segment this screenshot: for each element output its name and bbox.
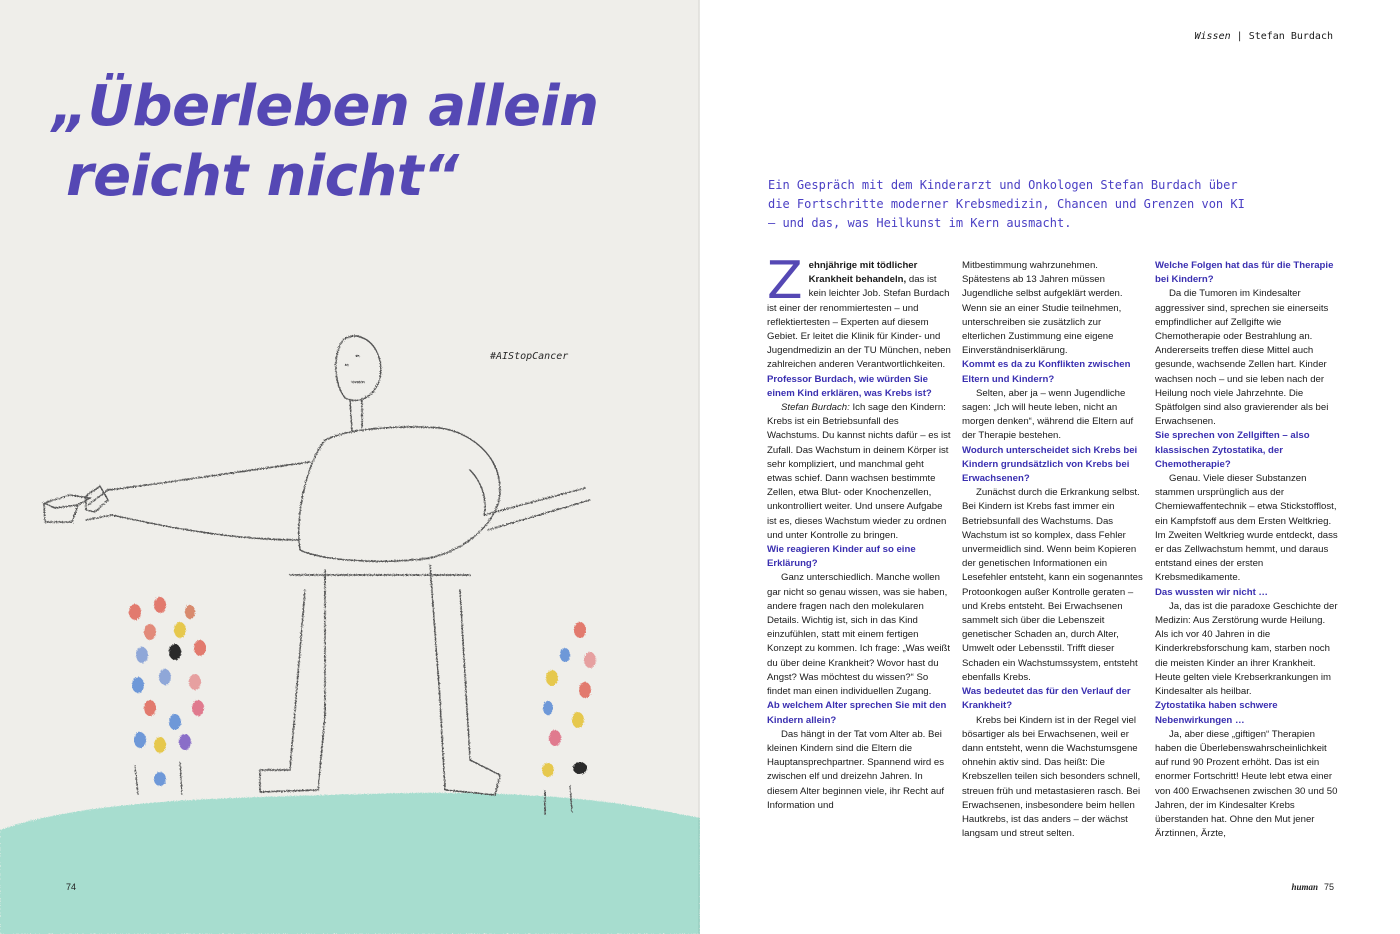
header-separator: |	[1236, 31, 1243, 42]
question: Das wussten wir nicht …	[1155, 586, 1269, 598]
headline-line-2: reicht nicht“	[66, 144, 459, 209]
text-column-2	[962, 259, 1146, 841]
header-author: Stefan Burdach	[1248, 31, 1333, 42]
article-intro: Ein Gespräch mit dem Kinderarzt und Onkologen Stefan Burdach über die Fortschritte moderner Krebsmedizin, Chancen und Grenzen von KI – und das, was Heilkunst im Kern ausmacht.	[768, 178, 1245, 230]
speaker-name: Stefan Burdach:	[781, 402, 850, 414]
text-column-3	[1155, 259, 1339, 841]
answer	[767, 401, 951, 543]
right-page-number: 75	[1323, 882, 1334, 892]
figure-lines	[44, 336, 590, 795]
answer: Ja, aber diese „giftigen“ Therapien haben die Überlebenswahrscheinlichkeit auf rund 90 Prozent erhöht. Das ist ein enormer Fortschritt! Heute lebt etwa einer von 400 Erwachsenen zwischen 30 und 50 Jahren, der im Kindesalter Krebs überstanden hat. Ohne den Mut jener Ärztinnen, Ärzte,	[1155, 728, 1338, 840]
question: Kommt es da zu Konflikten zwischen Eltern und Kindern?	[962, 359, 1131, 385]
answer: Krebs bei Kindern ist in der Regel viel bösartiger als bei Erwachsenen, weil er dann entsteht, wenn die Wachstumsgene ohnehin aktiv sind. Das heißt: Die Krebszellen teilen sich besonders schnell, streuen früh und metastasieren rasch. Bei Erwachsenen, insbesondere beim hellen Hautkrebs, ist das anders – der wächst langsam und streut selten.	[962, 714, 1141, 840]
left-page-number: 74	[66, 882, 77, 892]
article-headline	[52, 72, 612, 212]
answer: Ganz unterschiedlich. Manche wollen gar nicht so genau wissen, was sie haben, andere fragen nach den molekularen Details. Wichtig ist, sich in das Kind einzufühlen, statt mit einem fertigen Konzept zu kommen. Ich frage: „Was weißt du über deine Krankheit? Wovor hast du Angst? Was möchtest du wissen?“ So findet man einen individuellen Zugang.	[767, 572, 951, 698]
right-page	[700, 0, 1400, 934]
question: Sie sprechen von Zellgiften – also klassischen Zytostatika, der Chemotherapie?	[1155, 430, 1310, 470]
right-tree	[542, 622, 596, 815]
left-tree	[129, 597, 206, 795]
answer: Selten, aber ja – wenn Jugendliche sagen: „Ich will heute leben, nicht an morgen denken“, während die Eltern auf der Therapie bestehen.	[962, 387, 1134, 442]
ground-scribble	[0, 793, 700, 934]
section-header	[1194, 31, 1333, 42]
hashtag-label: #AIStopCancer	[490, 351, 569, 362]
question: Zytostatika haben schwere Nebenwirkungen …	[1155, 700, 1278, 726]
question: Was bedeutet das für den Verlauf der Krankheit?	[962, 686, 1131, 712]
question: Ab welchem Alter sprechen Sie mit den Kindern allein?	[767, 700, 947, 726]
answer: Genau. Viele dieser Substanzen stammen ursprünglich aus der Chemiewaffentechnik – etwa Stickstofflost, ein Kampfstoff aus dem Ersten Weltkrieg. Im Zweiten Weltkrieg wurde entdeckt, dass er das Zellwachstum hemmt, und daraus entstand eines der ersten Krebsmedikamente.	[1155, 473, 1338, 584]
answer-text: Ich sage den Kindern: Krebs ist ein Betriebsunfall des Wachstums. Du kannst nichts dafür – es ist Zufall. Das Wachstum in deinem Körper ist sehr kompliziert, und manchmal geht etwas schief. Dann wachsen bestimmte Zellen, etwa Blut- oder Knochenzellen, unkontrolliert weiter. Und unsere Aufgabe ist es, dieses Wachstum wieder zu ordnen und unter Kontrolle zu bringen.	[767, 402, 951, 541]
opening-paragraph	[767, 251, 951, 373]
section-name: Wissen	[1194, 31, 1231, 42]
answer: Da die Tumoren im Kindesalter aggressiver sind, sprechen sie einerseits empfindlicher auf Zellgifte wie Chemotherapie oder Bestrahlung an. Andererseits treffen diese Mittel auch gesunde, wachsende Zellen hart. Kinder wachsen noch – und sie leben nach der Heilung noch viele Jahrzehnte. Die Spätfolgen sind also gravierender als bei Erwachsenen.	[1155, 288, 1329, 428]
lead-in: ehnjährige mit tödlicher Krankheit behandeln,	[808, 260, 918, 286]
right-footer	[1291, 882, 1334, 892]
text-column-1	[767, 251, 951, 813]
question: Wodurch unterscheidet sich Krebs bei Kindern grundsätzlich von Krebs bei Erwachsenen?	[962, 444, 1138, 485]
question: Professor Burdach, wie würden Sie einem Kind erklären, was Krebs ist?	[767, 373, 932, 399]
magazine-name: human	[1291, 882, 1318, 892]
answer-continued: Mitbestimmung wahrzunehmen. Spätestens ab 13 Jahren müssen Jugendliche selbst aufgeklärt werden. Wenn sie an einer Studie teilnehmen, unterschreiben sie zusätzlich zur elterlichen Zustimmung eine eigene Einverständniserklärung.	[962, 260, 1123, 357]
question: Welche Folgen hat das für die Therapie bei Kindern?	[1155, 260, 1334, 286]
headline-line-1: „Überleben allein	[52, 74, 599, 139]
question: Wie reagieren Kinder auf so eine Erklärung?	[767, 544, 916, 570]
answer: Zunächst durch die Erkrankung selbst. Bei Kindern ist Krebs fast immer ein Betriebsunfall des Wachstums. Das Wachstum ist so komplex, dass Fehler unvermeidlich sind. Wenn beim Kopieren der genetischen Informationen ein Lesefehler entsteht, kann ein sogenanntes Protoonkogen außer Kontrolle geraten – und Krebs entsteht. Bei Erwachsenen sammelt sich über die Lebenszeit genetischer Schaden an, durch Alter, Umwelt oder Lebensstil. Trifft dieser Schaden ein Wachstumssystem, entsteht ebenfalls Krebs.	[962, 487, 1143, 683]
drop-cap: Z	[767, 251, 803, 311]
answer: Das hängt in der Tat vom Alter ab. Bei kleinen Kindern sind die Eltern die Hauptansprechpartner. Spannend wird es zwischen elf und dreizehn Jahren. In diesem Alter beginnen viele, ihr Recht auf Information und	[767, 728, 945, 811]
opening-text: das ist kein leichter Job. Stefan Burdach ist einer der renommiertesten – und reflektiertesten – Experten auf diesem Gebiet. Er leitet die Klinik für Kinder- und Jugendmedizin an der TU München, neben zahlreichen anderen Verantwortlichkeiten.	[767, 274, 951, 371]
answer: Ja, das ist die paradoxe Geschichte der Medizin: Aus Zerstörung wurde Heilung. Als ich vor 40 Jahren in die Kinderkrebsforschung kam, starben noch die meisten Kinder an ihrer Krankheit. Heute gelten viele Krebserkrankungen im Kindesalter als heilbar.	[1155, 600, 1338, 698]
